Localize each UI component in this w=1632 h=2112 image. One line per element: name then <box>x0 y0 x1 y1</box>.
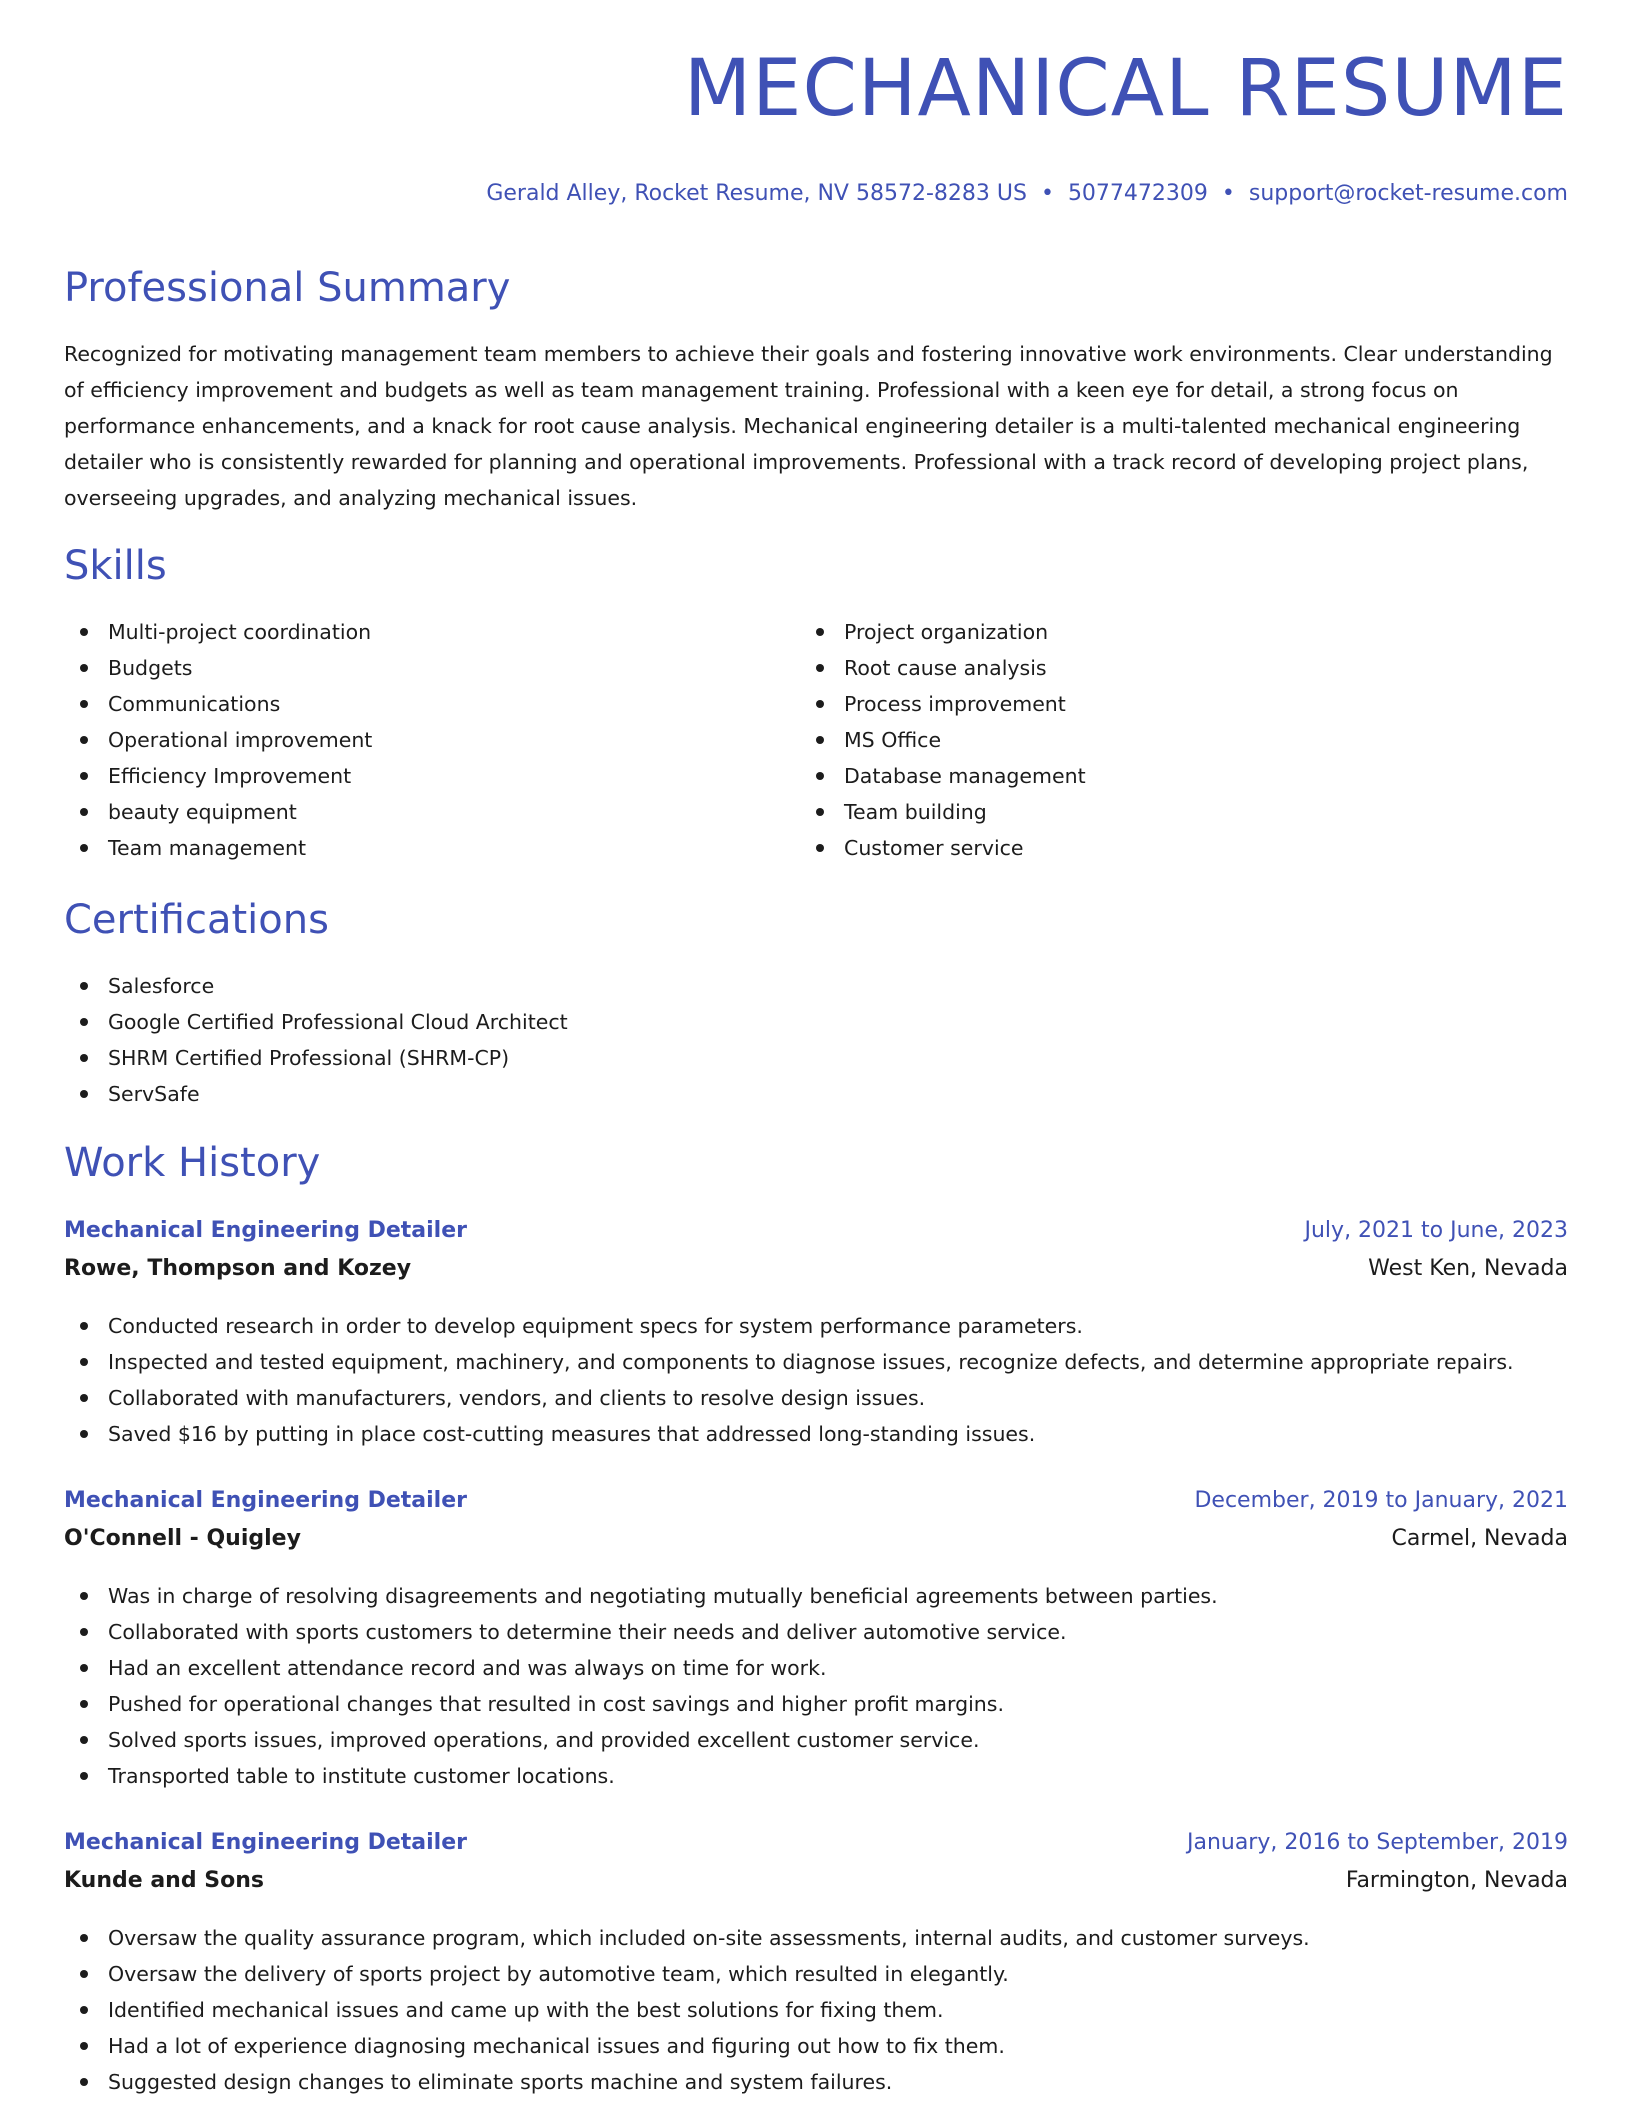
job-bullets <box>64 1308 1568 1452</box>
skill-item <box>64 650 372 686</box>
skill-text: Communications <box>108 692 281 716</box>
job-bullet-text: Identified mechanical issues and came up with the best solutions for fixing them. <box>108 1998 944 2022</box>
job-company: Rowe, Thompson and Kozey <box>64 1256 412 1281</box>
skill-text: Budgets <box>108 656 193 680</box>
job-header-row <box>64 1488 1568 1526</box>
summary-text: Recognized for motivating management team members to achieve their goals and fostering innovative work environments. Clear understanding of efficiency improvement and budgets as well as team management training. Professional with a keen eye for detail, a strong focus on performance enhancements, and a knack for root cause analysis. Mechanical engineering detailer is a multi-talented mechanical engineering detailer who is consistently rewarded for planning and operational improvements. Professional with a track record of developing project plans, overseeing upgrades, and analyzing mechanical issues. <box>64 342 1553 510</box>
skill-item <box>64 686 372 722</box>
bullet-icon <box>80 1736 88 1744</box>
bullet-icon <box>80 1054 88 1062</box>
job-bullet <box>64 1344 1568 1380</box>
job-title: Mechanical Engineering Detailer <box>64 1830 467 1855</box>
bullet-icon <box>80 1430 88 1438</box>
summary-heading: Professional Summary <box>64 265 511 311</box>
certification-item <box>64 968 568 1004</box>
job-company: Kunde and Sons <box>64 1868 264 1893</box>
bullet-icon <box>816 736 824 744</box>
skills-list-right <box>800 614 1086 866</box>
skill-item <box>64 830 372 866</box>
skill-item <box>800 758 1086 794</box>
job-bullet-text: Inspected and tested equipment, machinery, and components to diagnose issues, recognize defects, and determine appropriate repairs. <box>108 1350 1514 1374</box>
job-bullets <box>64 1920 1568 2100</box>
job-title: Mechanical Engineering Detailer <box>64 1218 467 1243</box>
bullet-icon <box>80 982 88 990</box>
bullet-icon <box>80 1018 88 1026</box>
job-bullet <box>64 1650 1568 1686</box>
skill-text: Database management <box>844 764 1086 788</box>
job-bullet-text: Saved $16 by putting in place cost-cutting measures that addressed long-standing issues. <box>108 1422 1036 1446</box>
bullet-icon <box>80 664 88 672</box>
contact-separator: • <box>1040 181 1054 206</box>
job-bullet <box>64 1920 1568 1956</box>
job-bullet-text: Had an excellent attendance record and was always on time for work. <box>108 1656 827 1680</box>
job-bullet <box>64 1308 1568 1344</box>
certification-text: Salesforce <box>108 974 215 998</box>
bullet-icon <box>80 808 88 816</box>
skill-item <box>800 722 1086 758</box>
skills-heading: Skills <box>64 543 167 589</box>
job-bullet-text: Collaborated with sports customers to determine their needs and deliver automotive service. <box>108 1620 1067 1644</box>
job-bullet-text: Solved sports issues, improved operations, and provided excellent customer service. <box>108 1728 980 1752</box>
skill-text: Efficiency Improvement <box>108 764 352 788</box>
contact-email[interactable]: support@rocket-resume.com <box>1248 181 1568 206</box>
job-header-row <box>64 1218 1568 1256</box>
bullet-icon <box>80 1700 88 1708</box>
job-bullet <box>64 1956 1568 1992</box>
job-dates: January, 2016 to September, 2019 <box>1186 1830 1568 1855</box>
job-location: Farmington, Nevada <box>1345 1868 1568 1893</box>
bullet-icon <box>80 700 88 708</box>
job-bullet <box>64 1758 1568 1794</box>
certification-item <box>64 1040 568 1076</box>
bullet-icon <box>80 844 88 852</box>
job-entry <box>64 1830 1568 2100</box>
bullet-icon <box>80 1664 88 1672</box>
contact-address: Gerald Alley, Rocket Resume, NV 58572-8283 US <box>486 181 1027 206</box>
certifications-heading: Certifications <box>64 897 329 943</box>
skill-text: beauty equipment <box>108 800 297 824</box>
skill-item <box>800 614 1086 650</box>
skill-item <box>800 830 1086 866</box>
bullet-icon <box>80 628 88 636</box>
job-bullet-text: Pushed for operational changes that resulted in cost savings and higher profit margins. <box>108 1692 1004 1716</box>
job-location: Carmel, Nevada <box>1391 1526 1568 1551</box>
bullet-icon <box>80 1358 88 1366</box>
job-bullet <box>64 1686 1568 1722</box>
job-title: Mechanical Engineering Detailer <box>64 1488 467 1513</box>
job-entry <box>64 1218 1568 1452</box>
skill-item <box>800 650 1086 686</box>
job-bullet-text: Transported table to institute customer locations. <box>108 1764 615 1788</box>
bullet-icon <box>80 1090 88 1098</box>
work-history-heading: Work History <box>64 1140 321 1186</box>
contact-line <box>486 181 1568 206</box>
job-bullets <box>64 1578 1568 1794</box>
job-company-row <box>64 1868 1568 1906</box>
bullet-icon <box>80 736 88 744</box>
skill-item <box>800 794 1086 830</box>
skill-text: Operational improvement <box>108 728 373 752</box>
job-dates: July, 2021 to June, 2023 <box>1304 1218 1568 1243</box>
job-bullet <box>64 1416 1568 1452</box>
job-header-row <box>64 1830 1568 1868</box>
certification-text: ServSafe <box>108 1082 200 1106</box>
skills-list-left <box>64 614 372 866</box>
skill-item <box>800 686 1086 722</box>
bullet-icon <box>80 772 88 780</box>
bullet-icon <box>80 1322 88 1330</box>
job-bullet <box>64 1380 1568 1416</box>
job-bullet <box>64 2064 1568 2100</box>
skill-text: Root cause analysis <box>844 656 1047 680</box>
skill-text: Multi-project coordination <box>108 620 372 644</box>
bullet-icon <box>80 1772 88 1780</box>
job-company-row <box>64 1256 1568 1294</box>
skill-text: Customer service <box>844 836 1024 860</box>
certifications-list <box>64 968 568 1112</box>
job-bullet <box>64 1992 1568 2028</box>
bullet-icon <box>80 1934 88 1942</box>
bullet-icon <box>80 1970 88 1978</box>
bullet-icon <box>816 772 824 780</box>
contact-phone: 5077472309 <box>1067 181 1208 206</box>
certification-text: Google Certified Professional Cloud Architect <box>108 1010 568 1034</box>
skill-text: Process improvement <box>844 692 1066 716</box>
bullet-icon <box>80 2042 88 2050</box>
bullet-icon <box>80 1628 88 1636</box>
skill-item <box>64 794 372 830</box>
skill-item <box>64 758 372 794</box>
skill-item <box>64 614 372 650</box>
job-company-row <box>64 1526 1568 1564</box>
certification-item <box>64 1076 568 1112</box>
job-bullet-text: Conducted research in order to develop equipment specs for system performance parameters. <box>108 1314 1083 1338</box>
skill-text: Project organization <box>844 620 1049 644</box>
job-bullet <box>64 2028 1568 2064</box>
bullet-icon <box>80 2078 88 2086</box>
job-bullet-text: Suggested design changes to eliminate sports machine and system failures. <box>108 2070 893 2094</box>
job-company: O'Connell - Quigley <box>64 1526 301 1551</box>
bullet-icon <box>816 808 824 816</box>
skill-item <box>64 722 372 758</box>
skill-text: MS Office <box>844 728 942 752</box>
certification-text: SHRM Certified Professional (SHRM-CP) <box>108 1046 510 1070</box>
job-location: West Ken, Nevada <box>1368 1256 1568 1281</box>
job-bullet-text: Oversaw the quality assurance program, which included on-site assessments, internal audits, and customer surveys. <box>108 1926 1310 1950</box>
job-dates: December, 2019 to January, 2021 <box>1194 1488 1568 1513</box>
skill-text: Team building <box>844 800 987 824</box>
resume-title: MECHANICAL RESUME <box>683 44 1568 134</box>
job-entry <box>64 1488 1568 1794</box>
bullet-icon <box>80 1592 88 1600</box>
job-bullet-text: Had a lot of experience diagnosing mechanical issues and figuring out how to fix them. <box>108 2034 1005 2058</box>
job-bullet-text: Collaborated with manufacturers, vendors, and clients to resolve design issues. <box>108 1386 926 1410</box>
job-bullet-text: Was in charge of resolving disagreements and negotiating mutually beneficial agreements between parties. <box>108 1584 1218 1608</box>
job-bullet <box>64 1578 1568 1614</box>
bullet-icon <box>80 1394 88 1402</box>
certification-item <box>64 1004 568 1040</box>
job-bullet-text: Oversaw the delivery of sports project by automotive team, which resulted in elegantly. <box>108 1962 1009 1986</box>
bullet-icon <box>816 844 824 852</box>
bullet-icon <box>80 2006 88 2014</box>
contact-separator: • <box>1221 181 1235 206</box>
job-bullet <box>64 1722 1568 1758</box>
bullet-icon <box>816 664 824 672</box>
skill-text: Team management <box>108 836 307 860</box>
bullet-icon <box>816 700 824 708</box>
bullet-icon <box>816 628 824 636</box>
job-bullet <box>64 1614 1568 1650</box>
